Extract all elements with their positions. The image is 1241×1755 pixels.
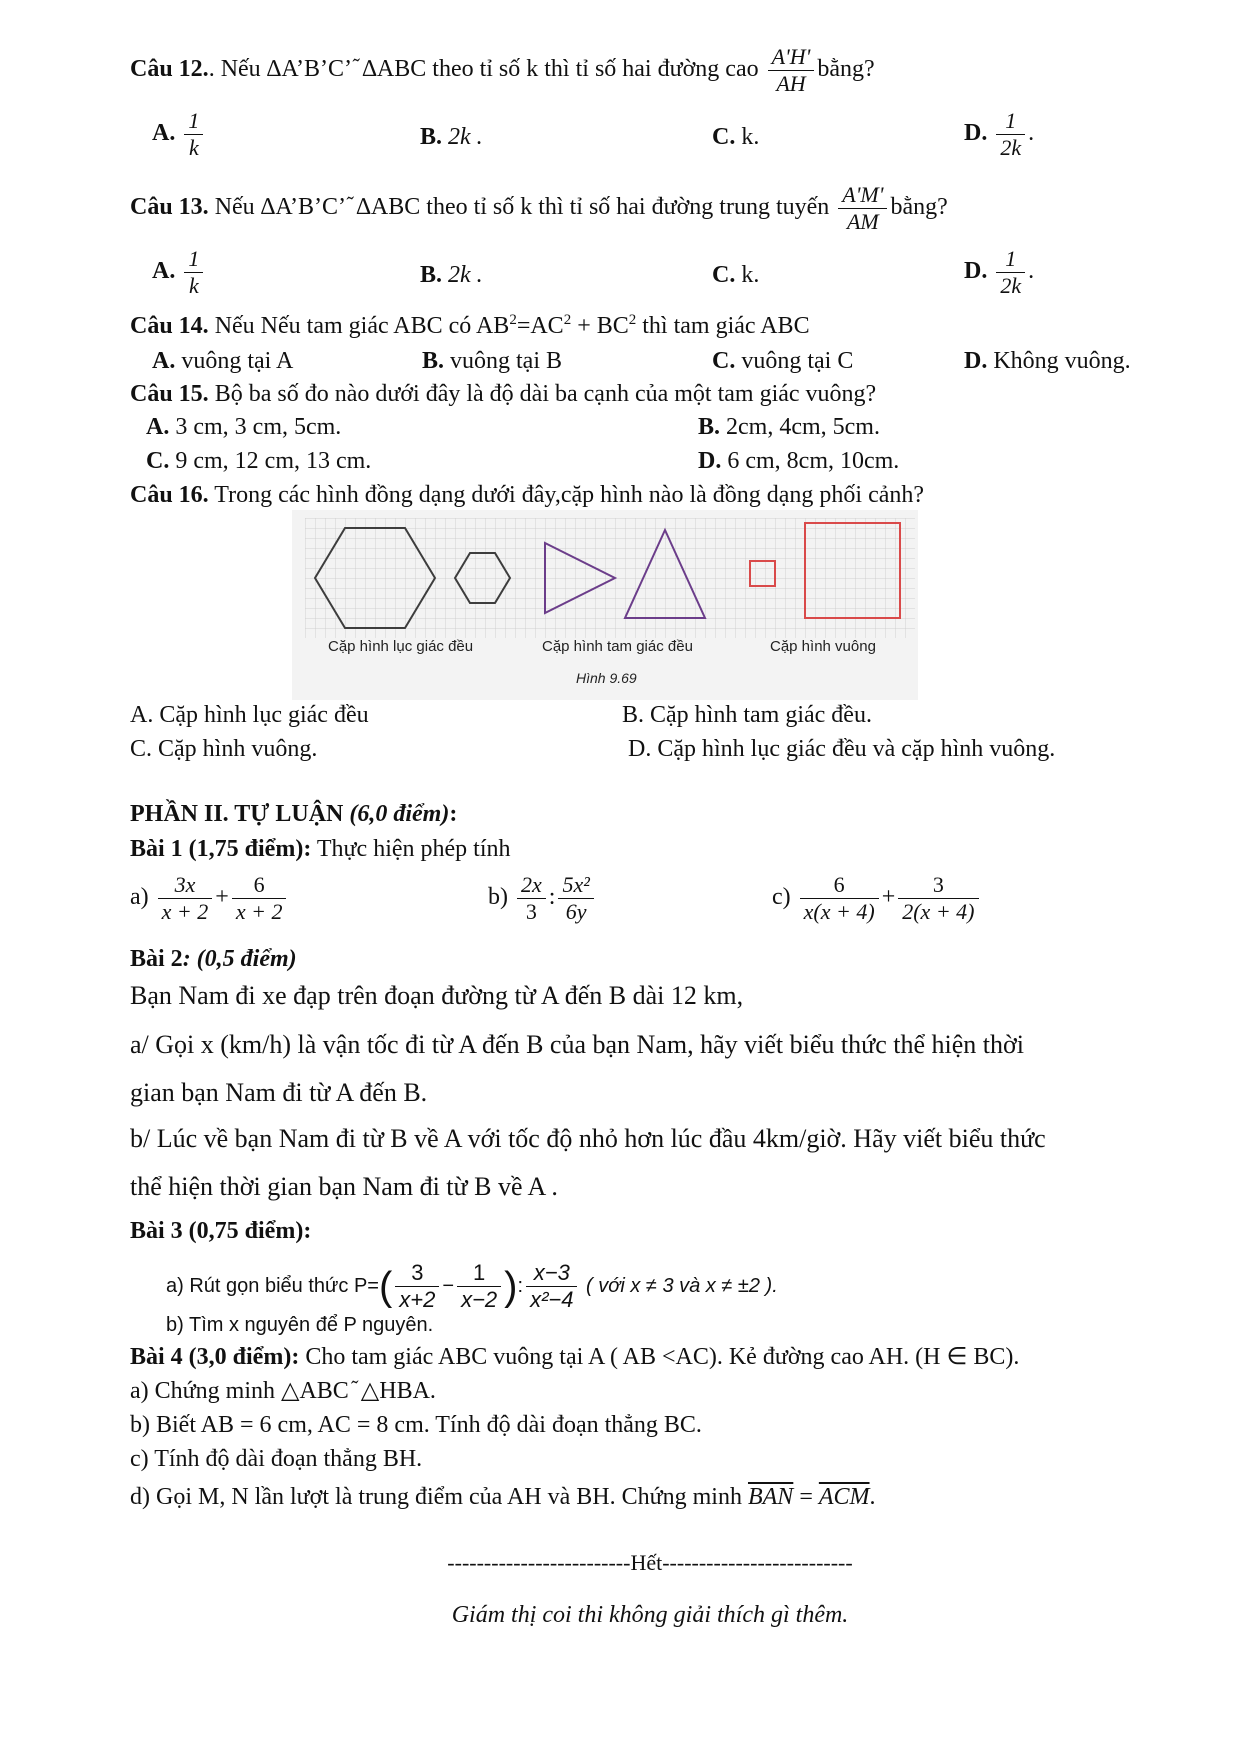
q12-fraction (768, 44, 815, 97)
q16-option-c: C. Cặp hình vuông. (130, 736, 318, 762)
q15-label: Câu 15. (130, 381, 209, 407)
q13-label: Câu 13. (130, 194, 209, 221)
end-marker: -------------------------Hết-------------------------- (447, 1550, 853, 1575)
q16-figure (305, 518, 915, 638)
bai1-b: b) $\frac{2x}{3}$ : $\frac{\text{5x²}}{6y}$ (488, 872, 597, 925)
caption-square: Cặp hình vuông (770, 638, 876, 655)
bai2-line-4: b/ Lúc về bạn Nam đi từ B về A với tốc độ nhỏ hơn lúc đầu 4km/giờ. Hãy viết biểu thức (130, 1124, 1046, 1153)
bai4-b: b) Biết AB = 6 cm, AC = 8 cm. Tính độ dài đoạn thẳng BC. (130, 1412, 702, 1438)
q15-line: Câu 15. Bộ ba số đo nào dưới đây là độ dài ba cạnh của một tam giác vuông? (130, 381, 877, 407)
q12-text: . Nếu ∆A’B’C’ ᷉ ∆ABC theo tỉ số k thì tỉ số hai đường cao (208, 56, 759, 83)
bai1-c: c) $\frac{6}{x(x + 4)}$ + $\frac{3}{2(x + 4)}$ (772, 872, 982, 925)
caption-hexagon: Cặp hình lục giác đều (328, 638, 474, 655)
bai3-heading: Bài 3 (0,75 điểm): (130, 1218, 312, 1244)
q13-option-c: C. k. (712, 262, 760, 288)
q12-label: Câu 12. (130, 56, 209, 83)
q15-option-b: B. 2cm, 4cm, 5cm. (698, 414, 880, 440)
q14-option-c: C. vuông tại C (712, 348, 854, 374)
q15-option-c: C. 9 cm, 12 cm, 13 cm. (146, 448, 372, 474)
q12-frac-num: A'H' (768, 44, 815, 71)
bai4-d: d) Gọi M, N lần lượt là trung điểm của AH và BH. Chứng minh $\overline{BAN} = \overline{ACM}$. (130, 1484, 876, 1510)
bai1-heading: Bài 1 (1,75 điểm): Thực hiện phép tính (130, 836, 511, 862)
bai4-a: a) Chứng minh △ABC ᷉ △HBA. (130, 1378, 436, 1404)
bai2-line-1: Bạn Nam đi xe đạp trên đoạn đường từ A đến B dài 12 km, (130, 981, 744, 1010)
bai3-a: a) Rút gọn biểu thức P=( $\frac{3}{x+2}$ − $\frac{1}{x-2}$ ): $\frac{x-3}{\text{x²−4}}$ ( với x ≠ 3 và x ≠ ±2 ). (166, 1260, 778, 1312)
q16-option-b: B. Cặp hình tam giác đều. (622, 702, 872, 728)
q12-option-a: A. $\frac{1}{k}$ (152, 108, 206, 161)
q13-fraction: $\frac{A'M'}{AM}$ (838, 182, 887, 235)
q12-frac-den: AH (776, 71, 806, 96)
q14-option-a: A. vuông tại A (152, 348, 294, 374)
bai2-line-5: thể hiện thời gian bạn Nam đi từ B về A . (130, 1172, 558, 1201)
angle-ban: $\overline{BAN}$ (747, 1484, 794, 1510)
q14-option-b: B. vuông tại B (422, 348, 563, 374)
q13-option-a: A. $\frac{1}{k}$ (152, 246, 206, 299)
part2-heading: PHẦN II. TỰ LUẬN (6,0 điểm): (130, 801, 458, 827)
angle-acm: $\overline{ACM}$ (818, 1484, 870, 1510)
q13-option-d: D. $\frac{1}{2k}$ . (964, 246, 1035, 298)
q16-option-a: A. Cặp hình lục giác đều (130, 702, 369, 728)
q14-option-d: D. Không vuông. (964, 348, 1131, 374)
q12-line (130, 44, 875, 97)
figure-grid (305, 518, 915, 638)
bai2-line-3: gian bạn Nam đi từ A đến B. (130, 1078, 428, 1107)
q12-option-b: B. 2k . (420, 124, 483, 150)
bai2-line-2: a/ Gọi x (km/h) là vận tốc đi từ A đến B của bạn Nam, hãy viết biểu thức thể hiện thời (130, 1030, 1024, 1059)
q15-option-a: A. 3 cm, 3 cm, 5cm. (146, 414, 342, 440)
bai2-heading: Bài 2: (0,5 điểm) (130, 946, 297, 972)
q16-label: Câu 16. (130, 482, 209, 508)
q13-tail: bằng? (890, 194, 948, 221)
footer-note: Giám thị coi thi không giải thích gì thêm. (451, 1602, 849, 1628)
bai1-a: a) $\frac{3x}{x + 2}$ + $\frac{6}{x + 2}$ (130, 872, 289, 932)
bai4-heading: Bài 4 (3,0 điểm): Cho tam giác ABC vuông tại A ( AB <AC). Kẻ đường cao AH. (H ∈ BC). (130, 1344, 1020, 1370)
q16-option-d: D. Cặp hình lục giác đều và cặp hình vuông. (628, 736, 1056, 762)
figure-title: Hình 9.69 (576, 670, 637, 686)
q14-label: Câu 14. (130, 313, 209, 339)
q14-line: Câu 14. Nếu Nếu tam giác ABC có $AB^2=AC^2 + BC^2$ thì tam giác ABC (130, 312, 810, 339)
q12-option-d: D. $\frac{1}{2k}$ . (964, 108, 1035, 160)
bai4-c: c) Tính độ dài đoạn thẳng BH. (130, 1446, 423, 1472)
q12-option-c: C. k. (712, 124, 760, 150)
q15-option-d: D. 6 cm, 8cm, 10cm. (698, 448, 900, 474)
bai3-b: b) Tìm x nguyên để P nguyên. (166, 1314, 434, 1336)
q13-text: Nếu ∆A’B’C’ ᷉ ∆ABC theo tỉ số k thì tỉ số hai đường trung tuyến (214, 194, 830, 221)
q13-line (130, 182, 948, 235)
q13-option-b: B. 2k . (420, 262, 483, 288)
q16-line: Câu 16. Trong các hình đồng dạng dưới đây,cặp hình nào là đồng dạng phối cảnh? (130, 482, 925, 508)
caption-triangle: Cặp hình tam giác đều (542, 638, 693, 655)
q12-tail: bằng? (817, 56, 875, 83)
